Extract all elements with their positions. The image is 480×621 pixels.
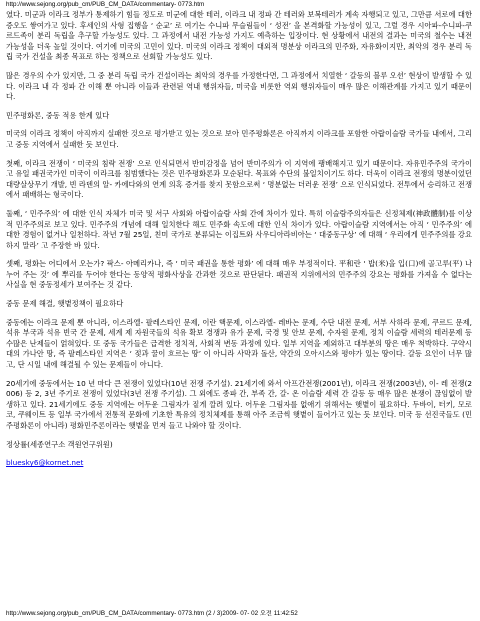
article-body xyxy=(6,10,472,590)
paragraph-policy-failure: 미국의 이라크 정책이 아직까지 실패한 것으로 평가받고 있는 것으로 보아 민주평화론은 아직까지 이라크를 포함한 아랍이슬람 국가들 내에서, 그리고 중동 지역에서 실패한 듯 보인다. xyxy=(6,129,472,149)
section-heading-sunshine-policy: 중동 문제 해결, 햇볕정책이 필요하다 xyxy=(6,299,124,309)
paragraph-intro: 였다. 미군과 이라크 정부가 통제하기 힘들 정도로 미군에 대한 테러, 이라크 내 정파 간 테러와 보복테러가 계속 자행되고 있고, 그만큼 서로에 대한 증오도 쌓여가고 있다. 후세인의 사형 집행을 ‘ 순교’ 로 여기는 수니파 무슬림들이 ‘ 성전’ 을 본격화할 가능성이 있고, 그럴 경우 시아파-수니파-쿠르드족이 분리 독립을 추구할 가능성도 있다. 그 과정에서 내전 가능성 가지도 예측하는 입장이다. 현 상황에서 내전의 결과는 미국의 철수는 내전 가능성을 더욱 높일 것이다. 여기에 미국의 고민이 있다. 미국의 이라크 정책이 대외적 명분상 이라크의 민주화, 자유화이지만, 최악의 경우 분리 독립 국가 건설을 최종 목표로 하는 정책으로 선회할 가능성도 있다. xyxy=(6,10,472,62)
paragraph-scenario: 많은 경우의 수가 있지만, 그 중 분리 독립 국가 건설이라는 최악의 경우를 가정한다면, 그 과정에서 치열한 ‘ 갈등의 블루 오션’ 현상이 발생할 수 있다. 이라크 내 각 정파 간 이해 뿐 아니라 이들과 관련된 역내 행위자들, 미국을 비롯한 역외 행위자들이 매우 많은 이해관계를 가지고 있기 때문이다. xyxy=(6,70,472,102)
author-email-link[interactable]: bluesky6@kornet.net xyxy=(6,458,84,468)
paragraph-second-reason: 둘째, ‘ 민주주의’ 에 대한 인식 자체가 미국 및 서구 사회와 아랍이슬람 사회 간에 차이가 있다. 특히 이슬람주의자들은 신정체제(神政體制)를 이상적 민주주의로 보고 있다. 민주주의 개념에 대해 일치한다 해도 민주화 속도에 대한 인식 차이가 있다. 아랍이슬람 지역에서는 아직 ‘ 민주주의’ 에 대한 경험이 없거나 일천하다. 작년 7월 25일, 친미 국가로 분류되는 이집트와 사우디아라비아는 ‘ 대중동구상’ 에 대해 ‘ 우리에게 민주주의를 강요하지 말라’ 고 주장한 바 있다. xyxy=(6,208,472,250)
paragraph-war-cycles: 20세기에 중동에서는 10 년 마다 큰 전쟁이 있었다(10년 전쟁 주기설). 21세기에 와서 아프간전쟁(2001년), 이라크 전쟁(2003년), 이- 레 전쟁(2006) 등 2, 3년 주기로 전쟁이 있었다(3년 전쟁 주기설). 그 외에도 종파 간, 부족 간, 갈- 온 이슬람 세력 간 갈등 등 매우 많은 분쟁이 끊임없이 발생하고 있다. 21세기에도 중동 지역에는 어두운 그림자가 짙게 깔려 있다. 어두운 그림자를 없애기 위해서는 햇볕이 필요하다. 두바이, 터키, 모로코, 쿠웨이트 등 일부 국가에서 전통적 문화에 기초한 특유의 정치체제를 통해 아주 조금씩 햇볕이 들어가고 있는 듯 보인다. 미국 등 선진국들도 (민주평화론이 아니라) 평화민주론이라는 햇볕을 먼저 들고 나와야 할 것이다. xyxy=(6,378,472,430)
paragraph-middle-east-issues: 중동에는 이라크 문제 뿐 아니라, 이스라엘- 팔레스타인 문제, 이란 핵문제, 이스라엘- 레바논 문제, 수단 내전 문제, 서부 사하라 문제, 쿠르드 문제, 석유 부국과 석유 빈국 간 문제, 세계 제 자원국들의 석유 확보 경쟁과 유가 문제, 국경 및 안보 문제, 수자원 문제, 정치 이슬람 세력의 테러문제 등 수많은 난제들이 얽혀있다. 또 중동 국가들은 급격한 정치적, 사회적 변동 과정에 있다. 일부 지역을 제외하고 대부분의 땅은 매우 척박하다. 구약시대의 가나안 땅, 즉 팔레스타인 지역은 ‘ 젖과 꿀이 흐르는 땅’ 이 아니라 사막과 돌산, 약간의 오아시스와 평야가 있는 땅이다. 갈등 요인이 너무 많고, 단 시일 내에 해결될 수 있는 문제들이 아니다. xyxy=(6,317,472,370)
page-footer: http://www.sejong.org/pub_cm/PUB_CM_DATA/commentary- 0773.htm (2 / 3)2009- 07- 02 오전 11:42:52 xyxy=(6,610,298,617)
page-header-url: http://www.sejong.org/pub_cm/PUB_CM_DATA/commentary- 0773.htm xyxy=(6,1,205,8)
paragraph-first-reason: 첫째, 이라크 전쟁이 ‘ 미국의 침략 전쟁’ 으로 인식되면서 반미감정을 넘어 반미주의가 이 지역에 팽배해지고 있기 때문이다. 자유민주주의 국가이고 유일 패권국가인 미국이 이라크를 침범했다는 것은 민주평화론과 모순된다. 목표와 수단의 불일치이기도 하다. 더욱이 이라크 전쟁의 명분이었던 대량살상무기 개발, 빈 라덴의 알- 카에다와의 연계 의혹 증거를 찾지 못함으로써 ‘ 명분없는 더러운 전쟁’ 으로 인식되었다. 전투에서 승리하고 전쟁에서 패배하는 형국이다. xyxy=(6,158,472,200)
author-line: 정상률(세종연구소 객원연구위원) xyxy=(6,439,113,449)
paragraph-third-reason: 셋째, 평화는 어디에서 오는가? 팍스- 아메리카나, 즉 ‘ 미국 패권을 통한 평화’ 에 대해 매우 부정적이다. 平和란 ‘ 밥(米)을 입(口)에 골고루(平) 나누어 주는 것’ 에 뿌리를 두어야 한다는 동양적 평화사상을 간과한 것으로 판단된다. 패권적 지위에서의 민주주의 강요는 평화를 가져올 수 없다는 사실을 현 중동정세가 보여주는 것 같다. xyxy=(6,259,472,290)
section-heading-democratic-peace: 민주평화론, 중동 적용 한계 있다 xyxy=(6,110,110,120)
